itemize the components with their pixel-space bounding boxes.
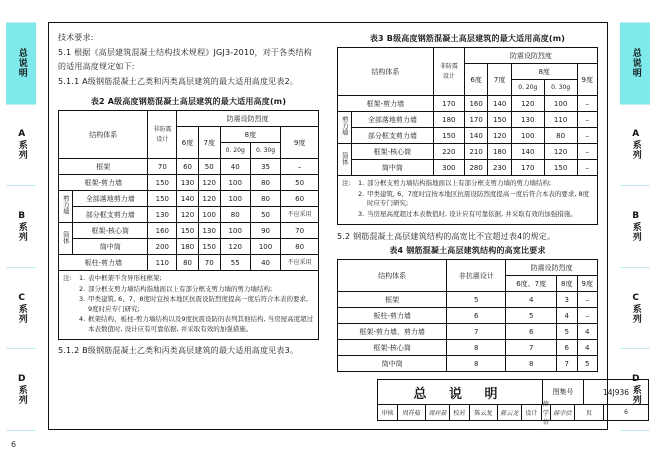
title-block [377, 379, 649, 426]
note-item [79, 315, 314, 334]
drawing-title-text: 总 说 明 [413, 386, 507, 402]
table-row [338, 160, 598, 176]
tab-label: 总说明 [16, 48, 27, 79]
cell: 5 [506, 308, 557, 324]
cell: – [577, 160, 597, 176]
cell: 35 [250, 159, 280, 175]
table3-row-label: 部分框支剪力墙 [352, 128, 434, 144]
cell: 50 [250, 207, 280, 223]
sheet-page-number: 6 [11, 440, 17, 449]
table-row [59, 175, 319, 191]
table2-col-deg8-030g: 0. 30g [250, 143, 280, 159]
cell: 80 [281, 239, 319, 255]
cell: 60 [177, 159, 199, 175]
page-value: 6 [624, 409, 628, 416]
cell: 40 [250, 255, 280, 271]
cell: – [577, 128, 597, 144]
note-item [79, 285, 314, 295]
table4-row-label: 筒中筒 [338, 356, 447, 372]
table-row [338, 292, 598, 308]
table-row [338, 356, 598, 372]
cell: 130 [198, 223, 220, 239]
cell: 150 [148, 175, 177, 191]
cell: 8 [447, 356, 506, 372]
cell: 5 [577, 356, 598, 372]
table4-col-deg8: 8度 [557, 276, 577, 292]
table-row [59, 159, 319, 175]
cell: 280 [464, 160, 488, 176]
tab-label: C系列 [16, 292, 27, 324]
cell: 120 [177, 207, 199, 223]
cell: – [281, 159, 319, 175]
table2-col-system: 结构体系 [59, 111, 148, 159]
table-row [338, 340, 598, 356]
designer-role-label: 设计 [522, 405, 542, 420]
reviewer-role-label: 审核 [378, 405, 398, 420]
cell: 150 [488, 112, 512, 128]
cell: 130 [177, 175, 199, 191]
right-text-column [328, 23, 607, 429]
table2-col-deg9: 9度 [281, 127, 319, 159]
cell: 50 [281, 175, 319, 191]
cell: 150 [433, 128, 464, 144]
cell: 4 [577, 340, 598, 356]
note-number: 3. [358, 209, 365, 218]
cell: 5 [447, 292, 506, 308]
group-label: 剪力墙 [61, 195, 70, 215]
table-row [338, 324, 598, 340]
cell: 5 [557, 324, 577, 340]
cell: 100 [220, 175, 250, 191]
note-item [358, 179, 593, 189]
cell: 150 [544, 160, 577, 176]
cell: 4 [557, 308, 577, 324]
table-row [59, 191, 319, 207]
drawing-title [378, 380, 543, 404]
table2-group-tube [59, 223, 73, 255]
cell: 160 [464, 96, 488, 112]
cell: 不应采用 [281, 255, 319, 271]
table3-row-label: 框架-剪力墙 [338, 96, 434, 112]
cell: 140 [177, 191, 199, 207]
table2-row-label: 框架-剪力墙 [59, 175, 148, 191]
table2-row-label: 板柱-剪力墙 [59, 255, 148, 271]
cell: 140 [488, 96, 512, 112]
table3-col-deg6: 6度 [464, 64, 488, 96]
table4-col-deg9: 9度 [577, 276, 598, 292]
tab-label: A系列 [630, 129, 641, 161]
sidebar-item-series-b-right[interactable] [620, 186, 650, 268]
table4-title: 表4 钢筋混凝土高层建筑结构的高宽比要求 [389, 246, 546, 255]
table-row [338, 144, 598, 160]
table4-col-system: 结构体系 [338, 260, 447, 292]
table2-row-label: 部分框支剪力墙 [73, 207, 148, 223]
atlas-number-label: 图集号 [543, 380, 584, 404]
cell: 180 [433, 112, 464, 128]
table2-group-shearwall [59, 191, 73, 223]
table3-group-tube [338, 144, 352, 176]
cell: – [577, 96, 597, 112]
sidebar-left [6, 22, 36, 431]
cell: 7 [506, 340, 557, 356]
cell: 8 [447, 340, 506, 356]
cell: 120 [220, 239, 250, 255]
table3 [337, 47, 598, 176]
cell: 150 [148, 191, 177, 207]
checker-signature: 陈云龙 [498, 405, 522, 420]
cell: 210 [464, 144, 488, 160]
table2-row-label: 全部落地剪力墙 [73, 191, 148, 207]
cell: 6 [557, 340, 577, 356]
cell: 8 [506, 356, 557, 372]
cell: 4 [577, 324, 598, 340]
tab-label: D系列 [16, 374, 27, 406]
table4 [337, 259, 598, 372]
table2 [58, 110, 319, 271]
note-text: 当房屋高度超过本表数值时, 设计应有可靠依据, 并采取有效的加强措施。 [367, 209, 577, 218]
note-number: 2. [358, 189, 365, 198]
cell: 140 [464, 128, 488, 144]
tech-requirements-heading: 技术要求: [58, 33, 94, 42]
table4-header-row-1 [338, 260, 598, 276]
table4-row-label: 板柱-剪力墙 [338, 308, 447, 324]
table-row [59, 255, 319, 271]
sidebar-item-general-notes-right[interactable] [620, 23, 650, 105]
cell: 6 [506, 324, 557, 340]
group-label: 筒体 [340, 151, 349, 165]
cell: 100 [220, 223, 250, 239]
cell: 180 [488, 144, 512, 160]
cell: 40 [220, 159, 250, 175]
table3-col-deg7: 7度 [488, 64, 512, 96]
table3-header-row-1 [338, 48, 598, 64]
cell: 130 [511, 112, 544, 128]
table2-col-deg8: 8度 [220, 127, 281, 143]
cell: 6 [447, 308, 506, 324]
table2-col-deg6: 6度 [177, 127, 199, 159]
note-number: 3. [79, 295, 86, 303]
cell: 120 [544, 144, 577, 160]
drawing-sheet [48, 22, 630, 430]
table4-row-label: 框架 [338, 292, 447, 308]
table3-col-non-seismic: 非防震 设计 [433, 48, 464, 96]
note-number: 4. [79, 315, 86, 323]
atlas-number-value: 14J936 [602, 387, 630, 397]
note-item [79, 274, 314, 284]
table4-row-label: 框架-剪力墙、剪力墙 [338, 324, 447, 340]
cell: 100 [220, 191, 250, 207]
clause-5-1-1: 5.1.1 A级钢筋混凝土乙类和丙类高层建筑的最大适用高度见表2。 [58, 77, 299, 86]
cell: 200 [148, 239, 177, 255]
cell: 70 [198, 255, 220, 271]
cell: 110 [148, 255, 177, 271]
note-text: 表中框架不含异形柱框架; [88, 274, 162, 282]
sidebar-item-series-c-left[interactable] [6, 268, 36, 350]
page-label: 页 [575, 405, 604, 420]
tab-label: D系列 [630, 374, 641, 406]
cell: 7 [557, 356, 577, 372]
table3-row-label: 框架-核心筒 [352, 144, 434, 160]
table-row [59, 223, 319, 239]
cell: 100 [250, 239, 280, 255]
designer-signature: 薛学信 [551, 405, 575, 420]
cell: 7 [447, 324, 506, 340]
cell: 120 [198, 175, 220, 191]
note-text: 甲类建筑, 6、7度时宜按本地区抗震设防烈度提高一度后符合本表的要求, 8度时应专门研究; [367, 189, 590, 207]
table-row [338, 308, 598, 324]
cell: 160 [148, 223, 177, 239]
note-text: 部分框支剪力墙结构指地面以上有部分框支剪力墙的剪力墙结构; [367, 179, 552, 187]
table3-title: 表3 B级高度钢筋混凝土高层建筑的最大适用高度(m) [369, 34, 566, 43]
cell: 120 [511, 96, 544, 112]
clause-5-1: 5.1 根据《高层建筑混凝土结构技术规程》JGJ3-2010，对于各类结构的适用高度规定如下: [58, 48, 312, 71]
cell: 170 [511, 160, 544, 176]
cell: – [577, 112, 597, 128]
note-text: 甲类建筑, 6、7、8度时宜按本地区抗震设防烈度提高一度后符合本表的要求, 9度时应专门研究; [88, 295, 309, 313]
tab-label: C系列 [630, 292, 641, 324]
clause-5-2: 5.2 钢筋混凝土高层建筑结构的高宽比不宜超过表4的规定。 [337, 232, 556, 241]
left-text-column [49, 23, 328, 429]
cell: 80 [250, 191, 280, 207]
sidebar-item-series-a-right[interactable] [620, 105, 650, 187]
reviewer-signature: 周祥茹 [426, 405, 450, 420]
table2-notes [58, 271, 319, 340]
cell: 230 [488, 160, 512, 176]
tab-label: 总说明 [630, 48, 641, 79]
table-row [338, 128, 598, 144]
sidebar-item-series-c-right[interactable] [620, 268, 650, 350]
table2-col-intensity-group: 防震设防烈度 [177, 111, 319, 127]
notes-lead: 注: [63, 274, 72, 282]
cell: 100 [544, 96, 577, 112]
note-number: 2. [79, 284, 86, 293]
notes-lead: 注: [342, 179, 351, 187]
cell: 80 [544, 128, 577, 144]
table3-col-deg9: 9度 [577, 64, 597, 96]
table2-col-non-seismic: 非防震 设计 [148, 111, 177, 159]
tab-label: A系列 [16, 129, 27, 161]
cell: 55 [220, 255, 250, 271]
sidebar-item-series-b-left[interactable] [6, 186, 36, 268]
table3-group-shearwall [338, 112, 352, 144]
table4-row-label: 框架-核心筒 [338, 340, 447, 356]
sidebar-item-general-notes-left[interactable] [6, 23, 36, 105]
reviewer-name: 周祥茹 [398, 405, 426, 420]
table2-header-row-1 [59, 111, 319, 127]
table2-row-label: 框架 [59, 159, 148, 175]
table-row [338, 96, 598, 112]
cell: 180 [177, 239, 199, 255]
group-label: 剪力墙 [340, 116, 349, 136]
cell: 80 [250, 175, 280, 191]
table4-col-intensity-group: 防震设防烈度 [506, 260, 598, 276]
table-row [59, 239, 319, 255]
table3-col-deg8-030g: 0. 30g [544, 80, 577, 96]
cell: – [577, 144, 597, 160]
cell: 60 [281, 191, 319, 207]
note-number: 1. [358, 179, 365, 187]
table2-col-deg8-020g: 0. 20g [220, 143, 250, 159]
cell: 80 [220, 207, 250, 223]
table-row [59, 207, 319, 223]
sidebar-item-series-d-left[interactable] [6, 349, 36, 431]
cell: 3 [557, 292, 577, 308]
cell: – [577, 292, 598, 308]
table2-col-deg7: 7度 [198, 127, 220, 159]
cell: 170 [433, 96, 464, 112]
table2-row-label: 筒中筒 [73, 239, 148, 255]
cell: 110 [544, 112, 577, 128]
group-label: 筒体 [61, 230, 70, 244]
note-text: 部分框支剪力墙结构指地面以上有部分框支剪力墙的剪力墙结构; [88, 284, 273, 293]
cell: 80 [177, 255, 199, 271]
sidebar-right [620, 22, 650, 431]
cell: 220 [433, 144, 464, 160]
cell: 4 [506, 292, 557, 308]
cell: 100 [511, 128, 544, 144]
table3-col-system: 结构体系 [338, 48, 434, 96]
table3-col-intensity-group: 防震设防烈度 [464, 48, 597, 64]
cell: 300 [433, 160, 464, 176]
cell: – [577, 308, 598, 324]
cell: 70 [148, 159, 177, 175]
note-item [358, 210, 593, 220]
cell: 150 [198, 239, 220, 255]
table3-notes [337, 176, 598, 225]
note-item [79, 295, 314, 314]
table4-col-deg67: 6度、7度 [506, 276, 557, 292]
sidebar-item-series-a-left[interactable] [6, 105, 36, 187]
cell: 100 [198, 207, 220, 223]
table3-col-deg8-020g: 0. 20g [511, 80, 544, 96]
designer-name: 薛学信 [542, 401, 549, 426]
clause-5-1-2: 5.1.2 B级钢筋混凝土乙类和丙类高层建筑的最大适用高度见表3。 [58, 346, 299, 355]
table-row [338, 112, 598, 128]
note-text: 框架结构、板柱-剪力墙结构以及9度抗震设防的表列其他结构, 当房屋高度超过本表数值时, 设计应有可靠依据, 并采取有效的加强措施。 [88, 315, 314, 333]
cell: 140 [511, 144, 544, 160]
cell: 不应采用 [281, 207, 319, 223]
cell: 50 [198, 159, 220, 175]
tab-label: B系列 [630, 210, 641, 242]
cell: 70 [281, 223, 319, 239]
cell: 120 [198, 191, 220, 207]
table2-title: 表2 A级高度钢筋混凝土高层建筑的最大适用高度(m) [90, 97, 287, 106]
cell: 120 [488, 128, 512, 144]
cell: 90 [250, 223, 280, 239]
note-number: 1. [79, 274, 86, 282]
note-item [358, 190, 593, 209]
table3-row-label: 全部落地剪力墙 [352, 112, 434, 128]
cell: 150 [177, 223, 199, 239]
table4-col-non-seismic: 非抗震设计 [447, 260, 506, 292]
table3-row-label: 筒中筒 [352, 160, 434, 176]
checker-name: 陈云龙 [470, 405, 498, 420]
cell: 130 [148, 207, 177, 223]
table2-row-label: 框架-核心筒 [73, 223, 148, 239]
table3-col-deg8: 8度 [511, 64, 577, 80]
cell: 170 [464, 112, 488, 128]
checker-role-label: 校对 [450, 405, 470, 420]
tab-label: B系列 [16, 210, 27, 242]
